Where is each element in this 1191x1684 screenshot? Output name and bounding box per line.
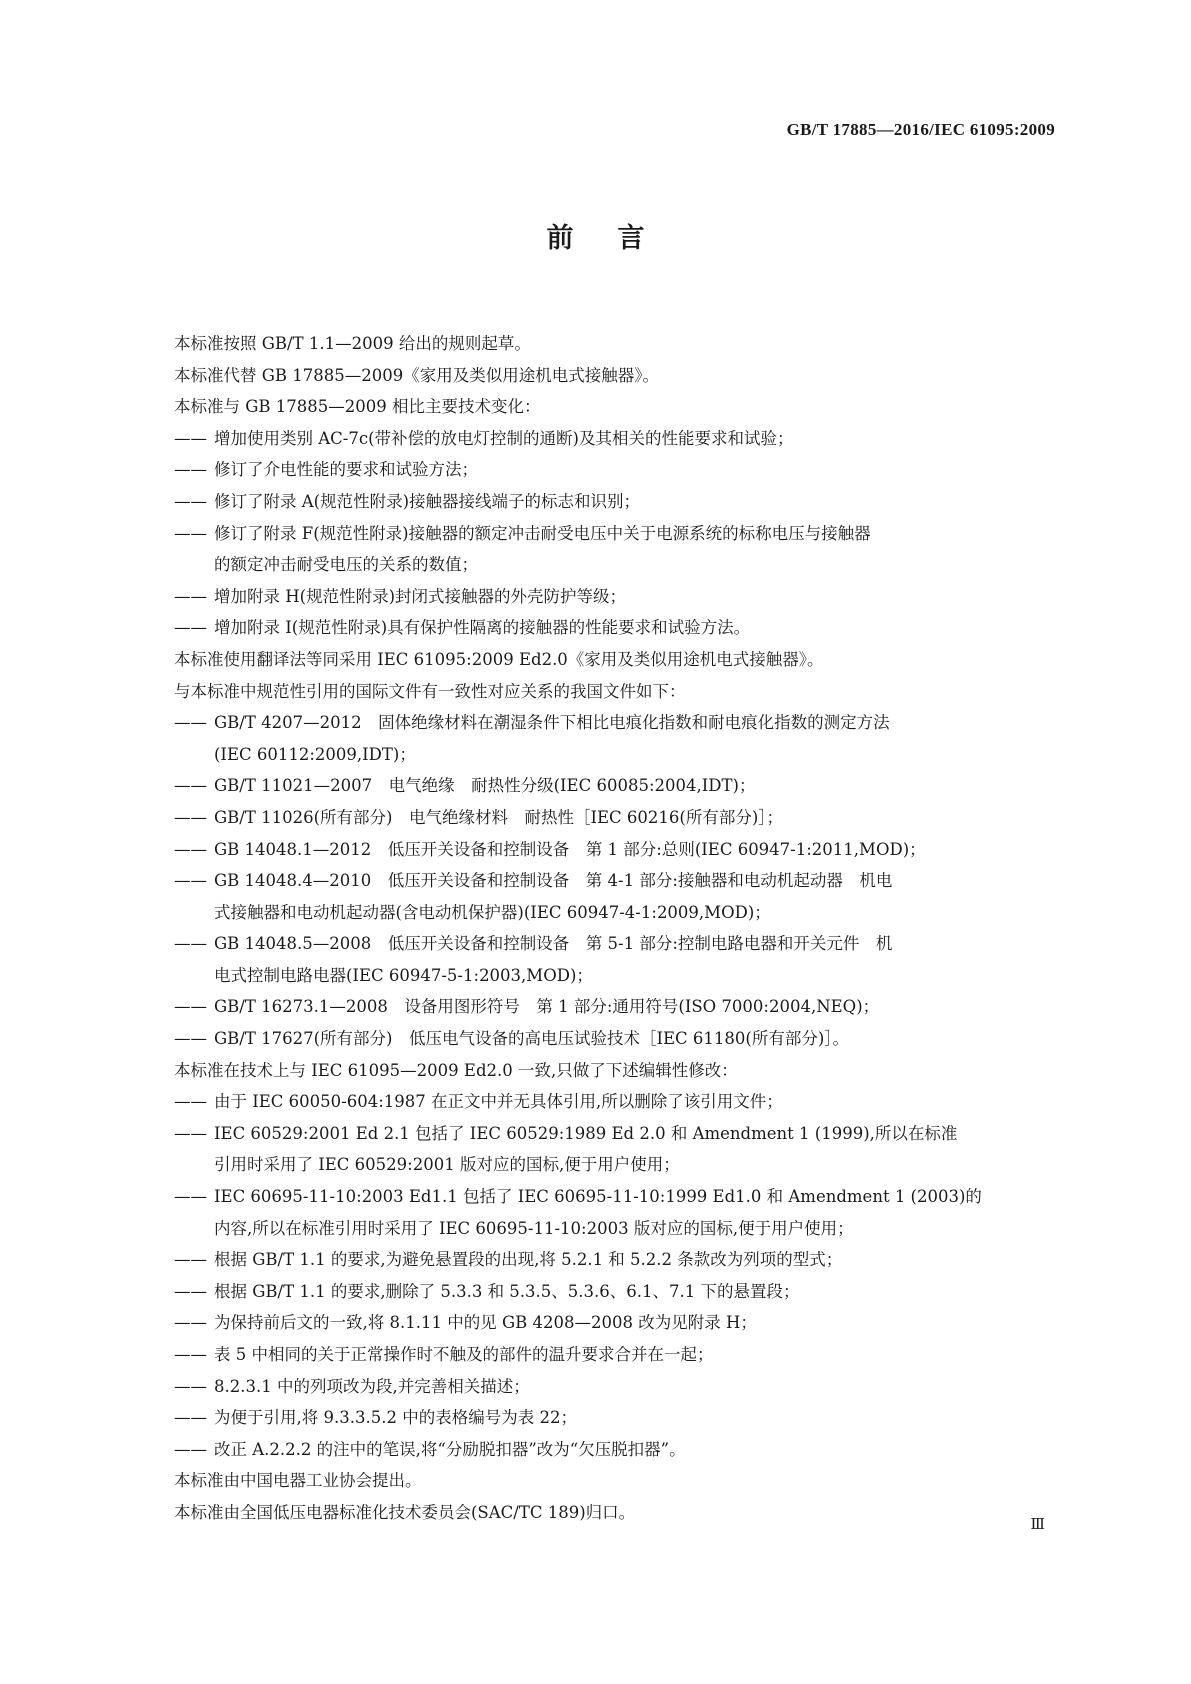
list-item bbox=[174, 707, 1054, 770]
list-dash: —— bbox=[174, 586, 207, 606]
list-item-line: 为便于引用,将 9.3.3.5.2 中的表格编号为表 22； bbox=[214, 1408, 577, 1428]
list-dash: —— bbox=[174, 839, 207, 859]
paragraph: 本标准按照 GB/T 1.1—2009 给出的规则起草。 bbox=[174, 334, 531, 353]
list-item-line: GB 14048.4—2010 低压开关设备和控制设备 第 4-1 部分:接触器和电动机起动器 机电 bbox=[214, 871, 893, 891]
list-item-text bbox=[214, 802, 1054, 834]
list-item bbox=[174, 1023, 1054, 1055]
list-item-line: 为保持前后文的一致,将 8.1.11 中的见 GB 4208—2008 改为见附录 H； bbox=[214, 1313, 757, 1333]
list-item-line: GB/T 17627(所有部分) 低压电气设备的高电压试验技术［IEC 61180(所有部分)］。 bbox=[214, 1029, 850, 1049]
list-item-text bbox=[214, 423, 1054, 455]
list-item-line: 修订了介电性能的要求和试验方法； bbox=[214, 460, 478, 480]
list-item-line: 修订了附录 F(规范性附录)接触器的额定冲击耐受电压中关于电源系统的标称电压与接触器 bbox=[214, 523, 871, 543]
list-item bbox=[174, 770, 1054, 802]
list-dash: —— bbox=[174, 934, 207, 954]
list-item-text bbox=[214, 1276, 1054, 1308]
list-item bbox=[174, 1086, 1054, 1118]
list-item bbox=[174, 865, 1054, 928]
list-item-text bbox=[214, 518, 1054, 581]
list-item bbox=[174, 518, 1054, 581]
list-item bbox=[174, 612, 1054, 644]
list-item bbox=[174, 1307, 1054, 1339]
list-item-line: 电式控制电路电器(IEC 60947-5-1:2003,MOD)； bbox=[214, 965, 593, 985]
page-title: 前言 bbox=[546, 223, 689, 254]
list-item-line: 增加附录 I(规范性附录)具有保护性隔离的接触器的性能要求和试验方法。 bbox=[214, 618, 751, 638]
list-item bbox=[174, 423, 1054, 455]
list-item-text bbox=[214, 1118, 1054, 1181]
list-item-text bbox=[214, 1371, 1054, 1403]
paragraph: 与本标准中规范性引用的国际文件有一致性对应关系的我国文件如下： bbox=[174, 681, 686, 701]
list-dash: —— bbox=[174, 1281, 207, 1301]
paragraph: 本标准使用翻译法等同采用 IEC 61095:2009 Ed2.0《家用及类似用途机电式接触器》。 bbox=[174, 649, 824, 669]
list-dash: —— bbox=[174, 618, 207, 638]
list-item-line: 内容,所以在标准引用时采用了 IEC 60695-11-10:2003 版对应的国标,便于用户使用； bbox=[214, 1218, 854, 1238]
list-item-text bbox=[214, 707, 1054, 770]
list-item-text bbox=[214, 1023, 1054, 1055]
paragraph: 本标准与 GB 17885—2009 相比主要技术变化： bbox=[174, 397, 541, 417]
list-item-line: GB 14048.1—2012 低压开关设备和控制设备 第 1 部分:总则(IEC 60947-1:2011,MOD)； bbox=[214, 839, 926, 859]
list-item-line: GB/T 16273.1—2008 设备用图形符号 第 1 部分:通用符号(ISO 7000:2004,NEQ)； bbox=[214, 997, 880, 1017]
list-item-line: 根据 GB/T 1.1 的要求,为避免悬置段的出现,将 5.2.1 和 5.2.2 条款改为列项的型式； bbox=[214, 1250, 843, 1270]
list-item bbox=[174, 1181, 1054, 1244]
list-dash: —— bbox=[174, 1376, 207, 1396]
list-item-line: GB/T 11026(所有部分) 电气绝缘材料 耐热性［IEC 60216(所有部分)］； bbox=[214, 807, 784, 827]
list-item bbox=[174, 1244, 1054, 1276]
list-item-line: 由于 IEC 60050-604:1987 在正文中并无具体引用,所以删除了该引用文件； bbox=[214, 1092, 783, 1112]
list-item-line: 修订了附录 A(规范性附录)接触器接线端子的标志和识别； bbox=[214, 491, 641, 511]
document-body bbox=[174, 328, 1054, 1529]
paragraph: 本标准由全国低压电器标准化技术委员会(SAC/TC 189)归口。 bbox=[174, 1502, 636, 1522]
list-dash: —— bbox=[174, 1250, 207, 1270]
page-number: Ⅲ bbox=[1030, 1517, 1045, 1533]
list-dash: —— bbox=[174, 713, 207, 733]
list-item bbox=[174, 802, 1054, 834]
list-dash: —— bbox=[174, 1123, 207, 1143]
list-item-line: 表 5 中相同的关于正常操作时不触及的部件的温升要求合并在一起； bbox=[214, 1345, 714, 1364]
list-item bbox=[174, 1276, 1054, 1308]
list-item-line: GB/T 4207—2012 固体绝缘材料在潮湿条件下相比电痕化指数和耐电痕化指数的测定方法 bbox=[214, 713, 890, 733]
list-dash: —— bbox=[174, 1345, 207, 1364]
list-item-line: 增加附录 H(规范性附录)封闭式接触器的外壳防护等级； bbox=[214, 586, 627, 606]
list-item-line: 式接触器和电动机起动器(含电动机保护器)(IEC 60947-4-1:2009,MOD)； bbox=[214, 902, 771, 922]
list-item bbox=[174, 928, 1054, 991]
list-item-line: IEC 60529:2001 Ed 2.1 包括了 IEC 60529:1989 Ed 2.0 和 Amendment 1 (1999),所以在标准 bbox=[214, 1123, 958, 1143]
paragraph: 本标准由中国电器工业协会提出。 bbox=[174, 1471, 422, 1491]
list-item-line: 根据 GB/T 1.1 的要求,删除了 5.3.3 和 5.3.5、5.3.6、6.1、7.1 下的悬置段； bbox=[214, 1281, 800, 1301]
standard-code-header: GB/T 17885—2016/IEC 61095:2009 bbox=[786, 120, 1055, 139]
list-item bbox=[174, 1371, 1054, 1403]
list-item-line: 的额定冲击耐受电压的关系的数值； bbox=[214, 555, 478, 575]
list-item-text bbox=[214, 454, 1054, 486]
list-item-text bbox=[214, 581, 1054, 613]
paragraph: 本标准在技术上与 IEC 61095—2009 Ed2.0 一致,只做了下述编辑性修改： bbox=[174, 1060, 738, 1080]
list-dash: —— bbox=[174, 1187, 207, 1207]
list-dash: —— bbox=[174, 1029, 207, 1049]
list-item-text bbox=[214, 486, 1054, 518]
list-dash: —— bbox=[174, 776, 207, 796]
list-item-text bbox=[214, 1402, 1054, 1434]
list-item bbox=[174, 834, 1054, 866]
list-item-text bbox=[214, 834, 1054, 866]
list-item bbox=[174, 1118, 1054, 1181]
list-item-text bbox=[214, 612, 1054, 644]
list-item bbox=[174, 581, 1054, 613]
list-item-line: GB 14048.5—2008 低压开关设备和控制设备 第 5-1 部分:控制电路电器和开关元件 机 bbox=[214, 934, 893, 954]
list-dash: —— bbox=[174, 871, 207, 891]
list-item-line: (IEC 60112:2009,IDT)； bbox=[214, 744, 416, 764]
list-item bbox=[174, 486, 1054, 518]
list-item bbox=[174, 1339, 1054, 1371]
list-dash: —— bbox=[174, 1439, 207, 1459]
list-item bbox=[174, 991, 1054, 1023]
list-dash: —— bbox=[174, 428, 207, 448]
list-dash: —— bbox=[174, 491, 207, 511]
list-item-line: IEC 60695-11-10:2003 Ed1.1 包括了 IEC 60695-11-10:1999 Ed1.0 和 Amendment 1 (2003)的 bbox=[214, 1187, 982, 1207]
list-item-line: 8.2.3.1 中的列项改为段,并完善相关描述； bbox=[214, 1376, 530, 1396]
list-item bbox=[174, 1434, 1054, 1466]
paragraph: 本标准代替 GB 17885—2009《家用及类似用途机电式接触器》。 bbox=[174, 365, 660, 385]
list-item-text bbox=[214, 991, 1054, 1023]
list-item-line: 增加使用类别 AC-7c(带补偿的放电灯控制的通断)及其相关的性能要求和试验； bbox=[214, 428, 794, 448]
list-item-text bbox=[214, 928, 1054, 991]
list-item-line: 改正 A.2.2.2 的注中的笔误,将“分励脱扣器”改为“欠压脱扣器”。 bbox=[214, 1439, 686, 1459]
list-item-text bbox=[214, 1086, 1054, 1118]
list-item-text bbox=[214, 865, 1054, 928]
list-item-text bbox=[214, 1181, 1054, 1244]
list-dash: —— bbox=[174, 1092, 207, 1112]
list-dash: —— bbox=[174, 807, 207, 827]
list-item-text bbox=[214, 770, 1054, 802]
list-dash: —— bbox=[174, 460, 207, 480]
list-item-line: 引用时采用了 IEC 60529:2001 版对应的国标,便于用户使用； bbox=[214, 1155, 680, 1175]
list-item-text bbox=[214, 1307, 1054, 1339]
list-item-text bbox=[214, 1434, 1054, 1466]
list-dash: —— bbox=[174, 1408, 207, 1428]
list-item-text bbox=[214, 1339, 1054, 1371]
list-item-line: GB/T 11021—2007 电气绝缘 耐热性分级(IEC 60085:2004,IDT)； bbox=[214, 776, 756, 796]
list-dash: —— bbox=[174, 523, 207, 543]
list-item-text bbox=[214, 1244, 1054, 1276]
list-dash: —— bbox=[174, 997, 207, 1017]
list-item bbox=[174, 1402, 1054, 1434]
list-dash: —— bbox=[174, 1313, 207, 1333]
list-item bbox=[174, 454, 1054, 486]
